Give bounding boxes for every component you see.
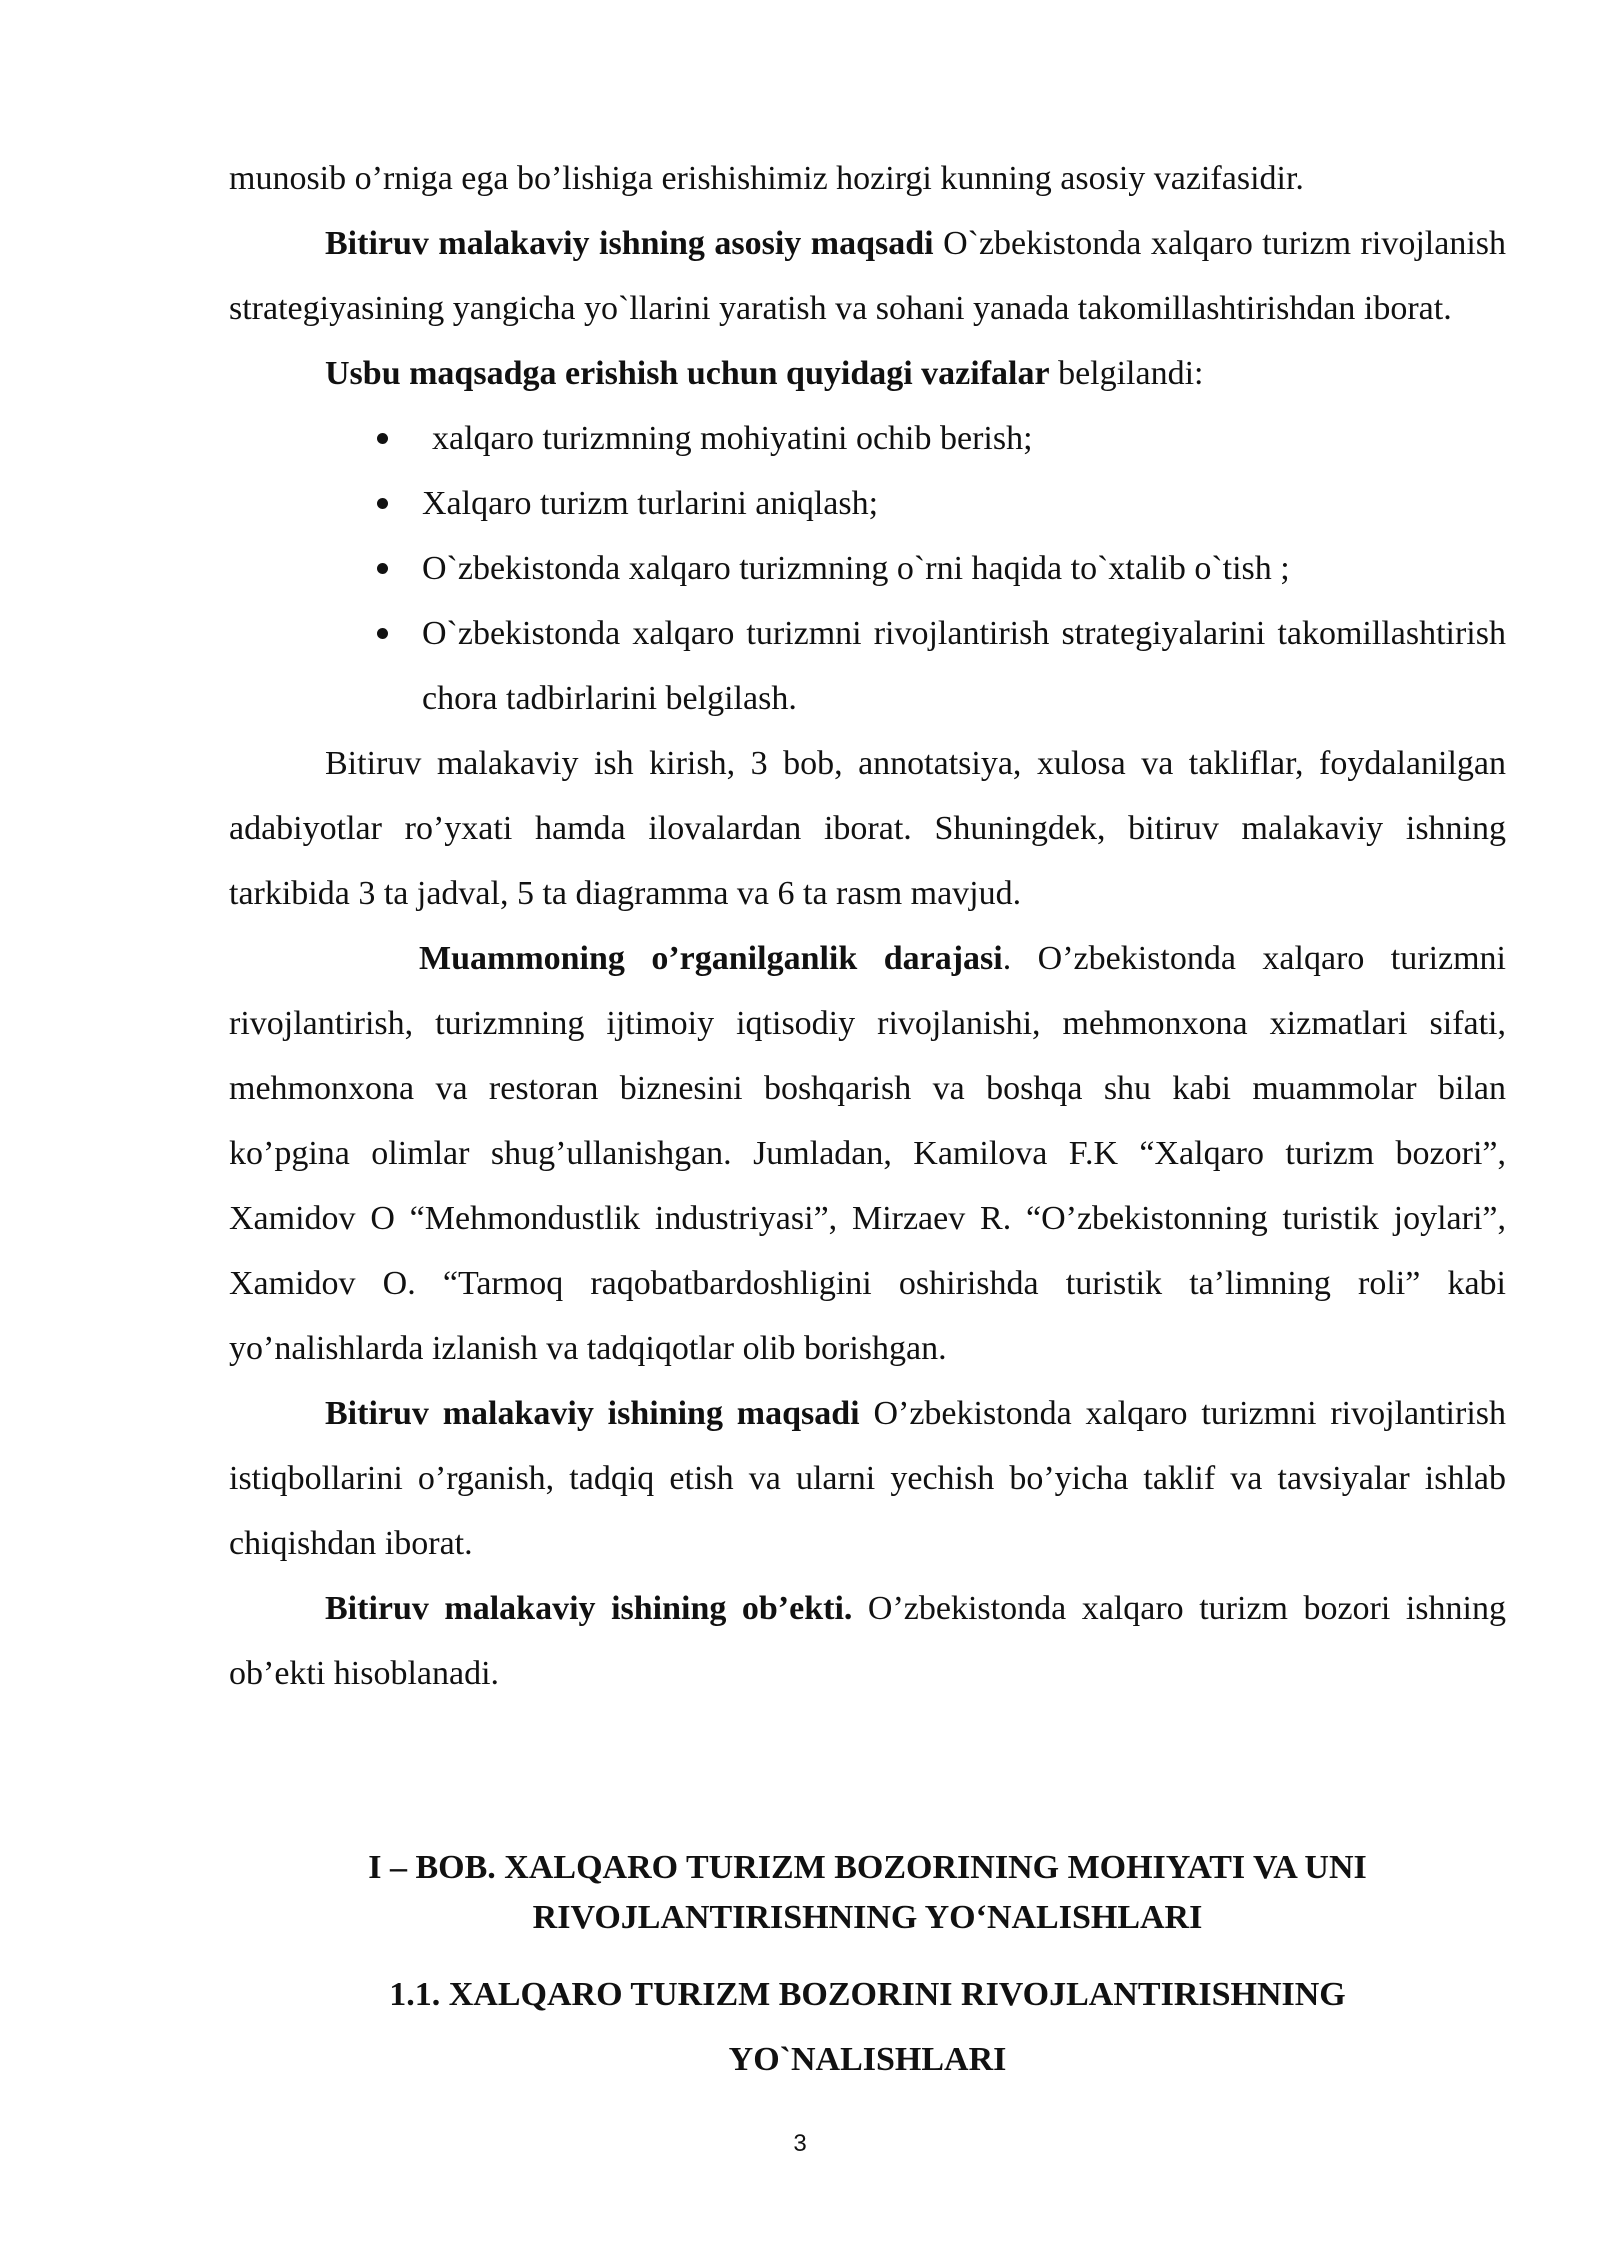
section-heading-line2: YO`NALISHLARI — [728, 2041, 1007, 2078]
list-item-text: xalqaro turizmning mohiyatini ochib berish; — [432, 420, 1033, 457]
chapter-heading — [229, 1843, 1506, 1943]
list-item — [229, 406, 1506, 471]
page-number: 3 — [793, 2130, 807, 2157]
list-item-text: Xalqaro turizm turlarini aniqlash; — [422, 485, 879, 522]
bullet-icon — [377, 563, 388, 574]
tasks-intro-label: Usbu maqsadga erishish uchun quyidagi vazifalar — [325, 355, 1050, 392]
object-label: Bitiruv malakaviy ishining ob’ekti. — [325, 1590, 853, 1627]
section-heading-line1: 1.1. XALQARO TURIZM BOZORINI RIVOJLANTIRISHNING — [389, 1976, 1346, 2013]
bullet-icon — [377, 628, 388, 639]
chapter-heading-line1: I – BOB. XALQARO TURIZM BOZORINING MOHIYATI VA UNI — [368, 1849, 1367, 1886]
list-item-text: O`zbekistonda xalqaro turizmni rivojlantirish strategiyalarini takomillashtirish chora tadbirlarini belgilash. — [422, 615, 1506, 717]
study-paragraph — [229, 926, 1506, 1381]
goal-text: O’zbekistonda xalqaro turizmni rivojlantirish istiqbollarini o’rganish, tadqiq etish va ularni yechish bo’yicha taklif va tavsiyalar ishlab chiqishdan iborat. — [229, 1395, 1506, 1562]
structure-paragraph: Bitiruv malakaviy ish kirish, 3 bob, annotatsiya, xulosa va takliflar, foydalanilgan adabiyotlar ro’yxati hamda ilovalardan iborat. Shuningdek, bitiruv malakaviy ishning tarkibida 3 ta jadval, 5 ta diagramma va 6 ta rasm mavjud. — [229, 745, 1506, 912]
goal-paragraph — [229, 1381, 1506, 1576]
body-text — [229, 146, 1506, 1706]
aim-text: O`zbekistonda xalqaro turizm rivojlanish strategiyasining yangicha yo`llarini yaratish va sohani yanada takomillashtirishdan iborat. — [229, 225, 1506, 327]
tasks-intro-paragraph — [229, 341, 1506, 406]
object-text: O’zbekistonda xalqaro turizm bozori ishning ob’ekti hisoblanadi. — [229, 1590, 1506, 1692]
chapter-heading-line2: RIVOJLANTIRISHNING YO‘NALISHLARI — [532, 1899, 1203, 1936]
section-heading — [229, 1962, 1506, 2092]
aim-paragraph — [229, 211, 1506, 341]
list-item — [229, 471, 1506, 536]
continuation-paragraph: munosib o’rniga ega bo’lishiga erishishimiz hozirgi kunning asosiy vazifasidir. — [229, 160, 1304, 197]
aim-label: Bitiruv malakaviy ishning asosiy maqsadi — [325, 225, 934, 262]
tasks-list — [229, 406, 1506, 731]
list-item — [229, 601, 1506, 731]
study-label: Muammoning o’rganilganlik darajasi — [419, 940, 1003, 977]
list-item-text: O`zbekistonda xalqaro turizmning o`rni haqida to`xtalib o`tish ; — [422, 550, 1290, 587]
list-item — [229, 536, 1506, 601]
goal-label: Bitiruv malakaviy ishining maqsadi — [325, 1395, 860, 1432]
bullet-icon — [377, 433, 388, 444]
object-paragraph — [229, 1576, 1506, 1706]
bullet-icon — [377, 498, 388, 509]
tasks-intro-text: belgilandi: — [1049, 355, 1204, 392]
study-text: . O’zbekistonda xalqaro turizmni rivojlantirish, turizmning ijtimoiy iqtisodiy rivojlanishi, mehmonxona xizmatlari sifati, mehmonxona va restoran biznesini boshqarish va boshqa shu kabi muammolar bilan ko’pgina olimlar shug’ullanishgan. Jumladan, Kamilova F.K “Xalqaro turizm bozori”, Xamidov O “Mehmondustlik industriyasi”, Mirzaev R. “O’zbekistonning turistik joylari”, Xamidov O. “Tarmoq raqobatbardoshligini oshirishda turistik ta’limning roli” kabi yo’nalishlarda izlanish va tadqiqotlar olib borishgan. — [229, 940, 1506, 1367]
